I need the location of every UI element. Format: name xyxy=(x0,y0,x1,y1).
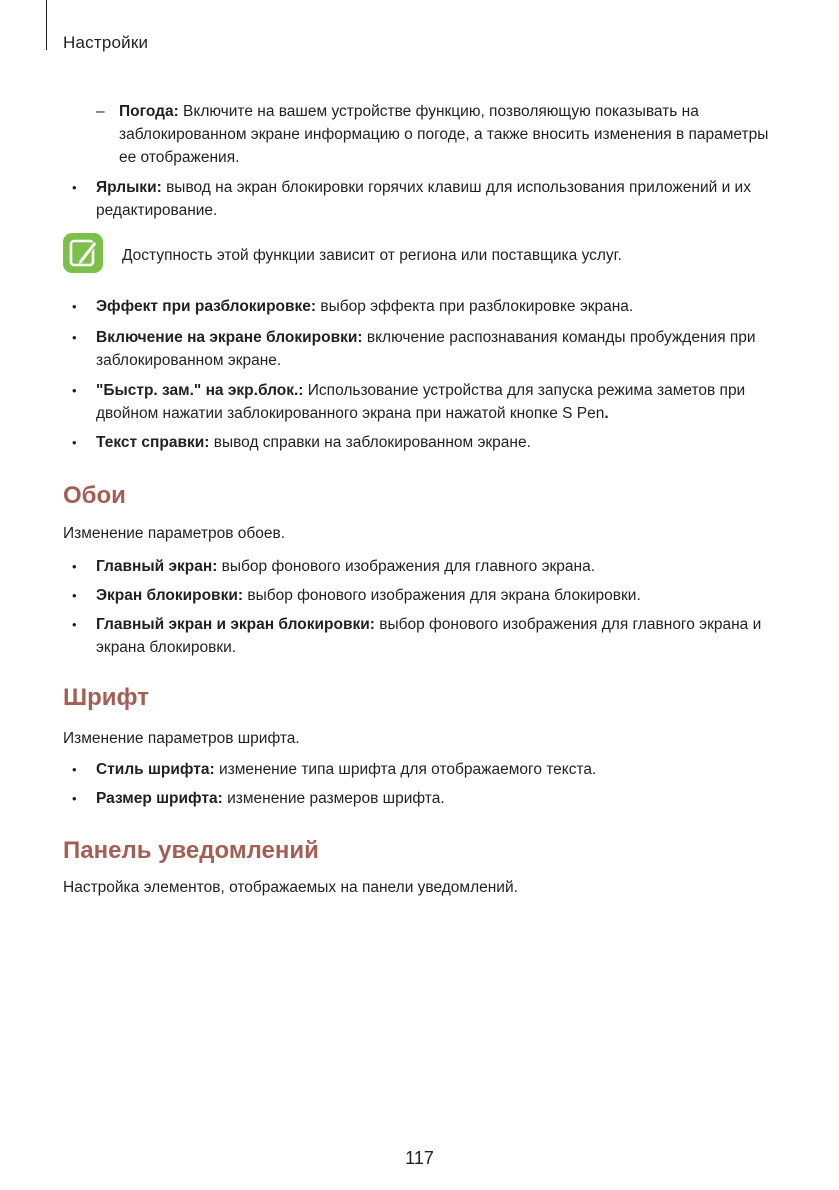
item-desc: включение распознавания команды пробуждения при заблокированном экране. xyxy=(96,329,756,369)
item-term: Экран блокировки: xyxy=(96,587,244,604)
bullet-marker: • xyxy=(72,180,77,195)
item-term: "Быстр. зам." на экр.блок.: xyxy=(96,382,304,399)
item-desc: выбор фонового изображения для экрана блокировки. xyxy=(243,587,641,604)
bullet-marker: • xyxy=(72,617,77,632)
section-intro-wallpaper: Изменение параметров обоев. xyxy=(63,525,286,542)
list-item-weather xyxy=(96,100,786,169)
item-end: . xyxy=(604,405,609,422)
list-item-home-and-lock xyxy=(72,613,786,659)
list-item-home-screen xyxy=(72,555,786,578)
list-item-lock-screen xyxy=(72,584,786,607)
item-term: Эффект при разблокировке: xyxy=(96,298,317,315)
margin-rule xyxy=(46,0,47,50)
dash-marker: – xyxy=(96,103,105,120)
item-desc: выбор эффекта при разблокировке экрана. xyxy=(316,298,634,315)
item-term: Главный экран: xyxy=(96,558,218,575)
item-desc: выбор фонового изображения для главного экрана и экрана блокировки. xyxy=(96,616,762,656)
item-desc: выбор фонового изображения для главного экрана. xyxy=(217,558,596,575)
item-desc: вывод на экран блокировки горячих клавиш для использования приложений и их редактирование. xyxy=(96,179,751,219)
item-term: Главный экран и экран блокировки: xyxy=(96,616,375,633)
list-item-font-style xyxy=(72,758,786,781)
item-term: Размер шрифта: xyxy=(96,790,223,807)
list-item-unlock-effect xyxy=(72,295,786,318)
list-item-wake-up xyxy=(72,326,786,372)
item-term: Погода: xyxy=(119,103,179,120)
item-desc: изменение размеров шрифта. xyxy=(222,790,445,807)
section-title-notification-panel: Панель уведомлений xyxy=(63,837,319,864)
list-item-shortcuts xyxy=(72,176,786,222)
bullet-marker: • xyxy=(72,762,77,777)
list-item-font-size xyxy=(72,787,786,810)
item-term: Стиль шрифта: xyxy=(96,761,215,778)
item-desc: вывод справки на заблокированном экране. xyxy=(209,434,531,451)
section-title-font: Шрифт xyxy=(63,684,149,711)
item-desc: Использование устройства для запуска режима заметов при двойном нажатии заблокированного экрана при нажатой кнопке S Pen xyxy=(96,382,746,422)
list-item-quick-memo xyxy=(72,379,786,425)
bullet-marker: • xyxy=(72,383,77,398)
running-header: Настройки xyxy=(63,33,149,52)
bullet-marker: • xyxy=(72,588,77,603)
note-icon xyxy=(63,233,103,273)
bullet-marker: • xyxy=(72,299,77,314)
bullet-marker: • xyxy=(72,559,77,574)
item-term: Включение на экране блокировки: xyxy=(96,329,363,346)
section-intro-font: Изменение параметров шрифта. xyxy=(63,730,300,747)
item-desc: изменение типа шрифта для отображаемого текста. xyxy=(214,761,597,778)
bullet-marker: • xyxy=(72,330,77,345)
item-desc: Включите на вашем устройстве функцию, позволяющую показывать на заблокированном экране информацию о погоде, а также вносить изменения в параметры ее отображения. xyxy=(119,103,769,166)
item-term: Текст справки: xyxy=(96,434,210,451)
bullet-marker: • xyxy=(72,791,77,806)
item-term: Ярлыки: xyxy=(96,179,162,196)
bullet-marker: • xyxy=(72,435,77,450)
note-text: Доступность этой функции зависит от региона или поставщика услуг. xyxy=(122,247,622,264)
section-intro-notification-panel: Настройка элементов, отображаемых на панели уведомлений. xyxy=(63,879,518,896)
section-title-wallpaper: Обои xyxy=(63,482,126,509)
list-item-help-text xyxy=(72,431,786,454)
page-number: 117 xyxy=(405,1148,434,1168)
